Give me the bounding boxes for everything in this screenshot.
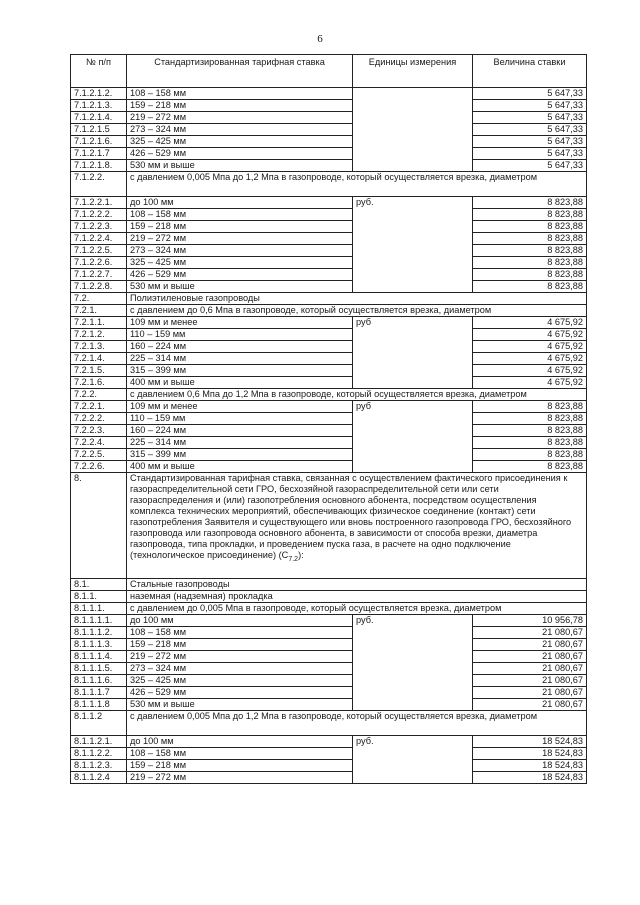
row-number: 8.1.1.2.3. (71, 760, 127, 772)
table-row (71, 627, 587, 639)
row-diameter: 325 – 425 мм (127, 675, 353, 687)
row-value: 4 675,92 (473, 353, 587, 365)
row-number: 8.1.1.1.4. (71, 651, 127, 663)
row-number: 7.2.2.2. (71, 413, 127, 425)
row-value: 8 823,88 (473, 209, 587, 221)
row-unit: руб. (353, 615, 473, 711)
row-description: с давлением 0,005 Мпа до 1,2 Мпа в газопроводе, который осуществляется врезка, диаметром (127, 172, 587, 197)
row-number: 7.2.1.3. (71, 341, 127, 353)
row-diameter: 273 – 324 мм (127, 124, 353, 136)
table-row (71, 639, 587, 651)
row-number: 7.2.2. (71, 389, 127, 401)
row-number: 8.1.1.1.7 (71, 687, 127, 699)
table-row (71, 699, 587, 711)
row-value: 5 647,33 (473, 88, 587, 100)
row-diameter: 159 – 218 мм (127, 100, 353, 112)
row-value: 8 823,88 (473, 425, 587, 437)
row-value: 5 647,33 (473, 160, 587, 172)
row-unit: руб. (353, 197, 473, 293)
table-row (71, 651, 587, 663)
row-value: 8 823,88 (473, 461, 587, 473)
row-diameter: 225 – 314 мм (127, 437, 353, 449)
row-unit: руб. (353, 736, 473, 784)
description-text: Стандартизированная тарифная ставка, связанная с осуществлением фактического присоединения к газораспределительной сети ГРО, бесхозяйной газораспределительной сети или сети газораспределения и (или) газопотребления основного абонента, посредством осуществления комплекса технических мероприятий, обеспечивающих физическое соединение (контакт) сети газопотребления Заявителя и существующего или вновь построенного газопровода ГРО, бесхозяйного газопровода или газопровода основного абонента, в зависимости от способа врезки, диаметра газопровода, типа прокладки, и проведением пуска газа, в расчете на одно подключение (технологическое присоединение) (С (130, 473, 572, 560)
table-row (71, 615, 587, 627)
row-number: 7.1.2.2.2. (71, 209, 127, 221)
table-row (71, 88, 587, 100)
table-row (71, 437, 587, 449)
section-row (71, 305, 587, 317)
row-description: Полиэтиленовые газопроводы (127, 293, 587, 305)
table-row (71, 772, 587, 784)
table-row (71, 461, 587, 473)
row-number: 7.1.2.2.7. (71, 269, 127, 281)
row-number: 8.1.1. (71, 591, 127, 603)
table-row (71, 136, 587, 148)
row-diameter: 109 мм и менее (127, 401, 353, 413)
row-number: 7.1.2.1.6. (71, 136, 127, 148)
row-diameter: 325 – 425 мм (127, 136, 353, 148)
row-value: 8 823,88 (473, 257, 587, 269)
table-row (71, 124, 587, 136)
table-row (71, 317, 587, 329)
row-value: 8 823,88 (473, 281, 587, 293)
row-diameter: 426 – 529 мм (127, 148, 353, 160)
table-row (71, 413, 587, 425)
row-value: 4 675,92 (473, 365, 587, 377)
row-value: 8 823,88 (473, 233, 587, 245)
row-number: 7.2.2.6. (71, 461, 127, 473)
section-row (71, 591, 587, 603)
row-number: 7.1.2.1.2. (71, 88, 127, 100)
row-value: 5 647,33 (473, 136, 587, 148)
row-diameter: 110 – 159 мм (127, 329, 353, 341)
row-value: 4 675,92 (473, 377, 587, 389)
row-diameter: 160 – 224 мм (127, 425, 353, 437)
row-number: 7.1.2.1.8. (71, 160, 127, 172)
row-diameter: 219 – 272 мм (127, 772, 353, 784)
row-diameter: 530 мм и выше (127, 699, 353, 711)
row-value: 8 823,88 (473, 269, 587, 281)
row-diameter: 530 мм и выше (127, 160, 353, 172)
table-row (71, 365, 587, 377)
row-value: 18 524,83 (473, 736, 587, 748)
row-diameter: 530 мм и выше (127, 281, 353, 293)
table-header-row (71, 55, 587, 88)
table-row (71, 329, 587, 341)
row-number: 7.2.2.4. (71, 437, 127, 449)
table-row (71, 257, 587, 269)
row-diameter: 219 – 272 мм (127, 112, 353, 124)
section-8-row (71, 473, 587, 579)
row-number: 7.2. (71, 293, 127, 305)
table-row (71, 209, 587, 221)
section-row (71, 579, 587, 591)
row-number: 7.2.1.2. (71, 329, 127, 341)
row-number: 7.1.2.2.1. (71, 197, 127, 209)
section-row (71, 389, 587, 401)
row-number: 8.1.1.2.4 (71, 772, 127, 784)
row-number: 8.1.1.1.6. (71, 675, 127, 687)
row-diameter: 315 – 399 мм (127, 365, 353, 377)
row-diameter: 273 – 324 мм (127, 245, 353, 257)
row-value: 8 823,88 (473, 401, 587, 413)
row-value: 21 080,67 (473, 663, 587, 675)
row-diameter: до 100 мм (127, 736, 353, 748)
table-row (71, 221, 587, 233)
row-description: с давлением до 0,005 Мпа в газопроводе, который осуществляется врезка, диаметром (127, 603, 587, 615)
row-diameter: 159 – 218 мм (127, 760, 353, 772)
row-number: 7.2.1.4. (71, 353, 127, 365)
description-subscript: 7.2 (288, 555, 299, 563)
table-row (71, 112, 587, 124)
description-end: ): (298, 550, 304, 560)
row-description: с давлением до 0,6 Мпа в газопроводе, который осуществляется врезка, диаметром (127, 305, 587, 317)
row-value: 21 080,67 (473, 651, 587, 663)
row-description: наземная (надземная) прокладка (127, 591, 587, 603)
section-row (71, 172, 587, 197)
row-value: 4 675,92 (473, 341, 587, 353)
header-value: Величина ставки (473, 55, 587, 88)
table-row (71, 401, 587, 413)
section-row (71, 711, 587, 736)
table-row (71, 736, 587, 748)
row-diameter: до 100 мм (127, 615, 353, 627)
row-diameter: 159 – 218 мм (127, 639, 353, 651)
table-row (71, 245, 587, 257)
row-value: 4 675,92 (473, 317, 587, 329)
row-diameter: 108 – 158 мм (127, 748, 353, 760)
row-number: 7.2.2.5. (71, 449, 127, 461)
row-diameter: 315 – 399 мм (127, 449, 353, 461)
row-diameter: 110 – 159 мм (127, 413, 353, 425)
row-number: 7.2.1.6. (71, 377, 127, 389)
row-number: 8.1.1.1.2. (71, 627, 127, 639)
header-number: № п/п (71, 55, 127, 88)
row-number: 8.1.1.2.1. (71, 736, 127, 748)
row-value: 5 647,33 (473, 112, 587, 124)
row-diameter: 273 – 324 мм (127, 663, 353, 675)
row-number: 7.1.2.2.6. (71, 257, 127, 269)
row-value: 8 823,88 (473, 197, 587, 209)
row-number: 8.1.1.1.3. (71, 639, 127, 651)
row-value: 8 823,88 (473, 221, 587, 233)
row-number: 7.1.2.1.5 (71, 124, 127, 136)
table-row (71, 100, 587, 112)
table-row (71, 341, 587, 353)
row-diameter: 426 – 529 мм (127, 269, 353, 281)
row-value: 8 823,88 (473, 437, 587, 449)
table-row (71, 675, 587, 687)
row-number: 7.2.2.3. (71, 425, 127, 437)
row-description: Стальные газопроводы (127, 579, 587, 591)
table-row (71, 197, 587, 209)
row-number: 7.1.2.2.8. (71, 281, 127, 293)
row-number: 7.1.2.1.7 (71, 148, 127, 160)
row-unit-blank (353, 88, 473, 172)
row-value: 21 080,67 (473, 699, 587, 711)
row-value: 18 524,83 (473, 760, 587, 772)
table-row (71, 377, 587, 389)
row-diameter: 400 мм и выше (127, 377, 353, 389)
row-number: 7.1.2.2.4. (71, 233, 127, 245)
row-value: 4 675,92 (473, 329, 587, 341)
row-diameter: 426 – 529 мм (127, 687, 353, 699)
row-number: 7.2.1. (71, 305, 127, 317)
row-value: 21 080,67 (473, 675, 587, 687)
row-number: 7.1.2.1.3. (71, 100, 127, 112)
page-number: 6 (317, 33, 323, 45)
table-row (71, 663, 587, 675)
row-value: 21 080,67 (473, 687, 587, 699)
header-rate: Стандартизированная тарифная ставка (127, 55, 353, 88)
row-value: 21 080,67 (473, 639, 587, 651)
row-diameter: 160 – 224 мм (127, 341, 353, 353)
row-number: 8.1.1.2.2. (71, 748, 127, 760)
row-description (127, 473, 587, 579)
section-row (71, 293, 587, 305)
table-body (71, 88, 587, 784)
row-unit: руб (353, 317, 473, 389)
tariff-table (70, 54, 587, 784)
table-row (71, 233, 587, 245)
section-row (71, 603, 587, 615)
row-unit: руб (353, 401, 473, 473)
row-number: 8.1.1.1.5. (71, 663, 127, 675)
header-unit: Единицы измерения (353, 55, 473, 88)
row-value: 18 524,83 (473, 772, 587, 784)
row-value: 8 823,88 (473, 413, 587, 425)
row-number: 8. (71, 473, 127, 579)
row-value: 8 823,88 (473, 449, 587, 461)
row-number: 8.1. (71, 579, 127, 591)
row-diameter: 109 мм и менее (127, 317, 353, 329)
row-number: 8.1.1.1.1. (71, 615, 127, 627)
row-diameter: 400 мм и выше (127, 461, 353, 473)
row-diameter: 108 – 158 мм (127, 209, 353, 221)
row-number: 7.2.2.1. (71, 401, 127, 413)
table-row (71, 687, 587, 699)
row-number: 8.1.1.2 (71, 711, 127, 736)
table-row (71, 449, 587, 461)
row-diameter: 325 – 425 мм (127, 257, 353, 269)
table-row (71, 148, 587, 160)
row-number: 7.1.2.2.3. (71, 221, 127, 233)
table-row (71, 748, 587, 760)
table-row (71, 760, 587, 772)
row-description: с давлением 0,6 Мпа до 1,2 Мпа в газопроводе, который осуществляется врезка, диаметром (127, 389, 587, 401)
row-value: 10 956,78 (473, 615, 587, 627)
row-number: 8.1.1.1.8 (71, 699, 127, 711)
row-diameter: 219 – 272 мм (127, 233, 353, 245)
row-number: 7.2.1.5. (71, 365, 127, 377)
row-value: 5 647,33 (473, 148, 587, 160)
table-row (71, 353, 587, 365)
row-diameter: 225 – 314 мм (127, 353, 353, 365)
row-diameter: 108 – 158 мм (127, 627, 353, 639)
row-value: 21 080,67 (473, 627, 587, 639)
row-diameter: 108 – 158 мм (127, 88, 353, 100)
row-value: 5 647,33 (473, 124, 587, 136)
table-row (71, 269, 587, 281)
row-description: с давлением 0,005 Мпа до 1,2 Мпа в газопроводе, который осуществляется врезка, диаметром (127, 711, 587, 736)
row-number: 7.1.2.1.4. (71, 112, 127, 124)
row-value: 5 647,33 (473, 100, 587, 112)
row-number: 7.1.2.2. (71, 172, 127, 197)
row-diameter: 159 – 218 мм (127, 221, 353, 233)
row-diameter: 219 – 272 мм (127, 651, 353, 663)
row-number: 8.1.1.1. (71, 603, 127, 615)
row-number: 7.2.1.1. (71, 317, 127, 329)
table-row (71, 160, 587, 172)
row-value: 8 823,88 (473, 245, 587, 257)
row-number: 7.1.2.2.5. (71, 245, 127, 257)
row-value: 18 524,83 (473, 748, 587, 760)
row-diameter: до 100 мм (127, 197, 353, 209)
table-row (71, 425, 587, 437)
table-row (71, 281, 587, 293)
